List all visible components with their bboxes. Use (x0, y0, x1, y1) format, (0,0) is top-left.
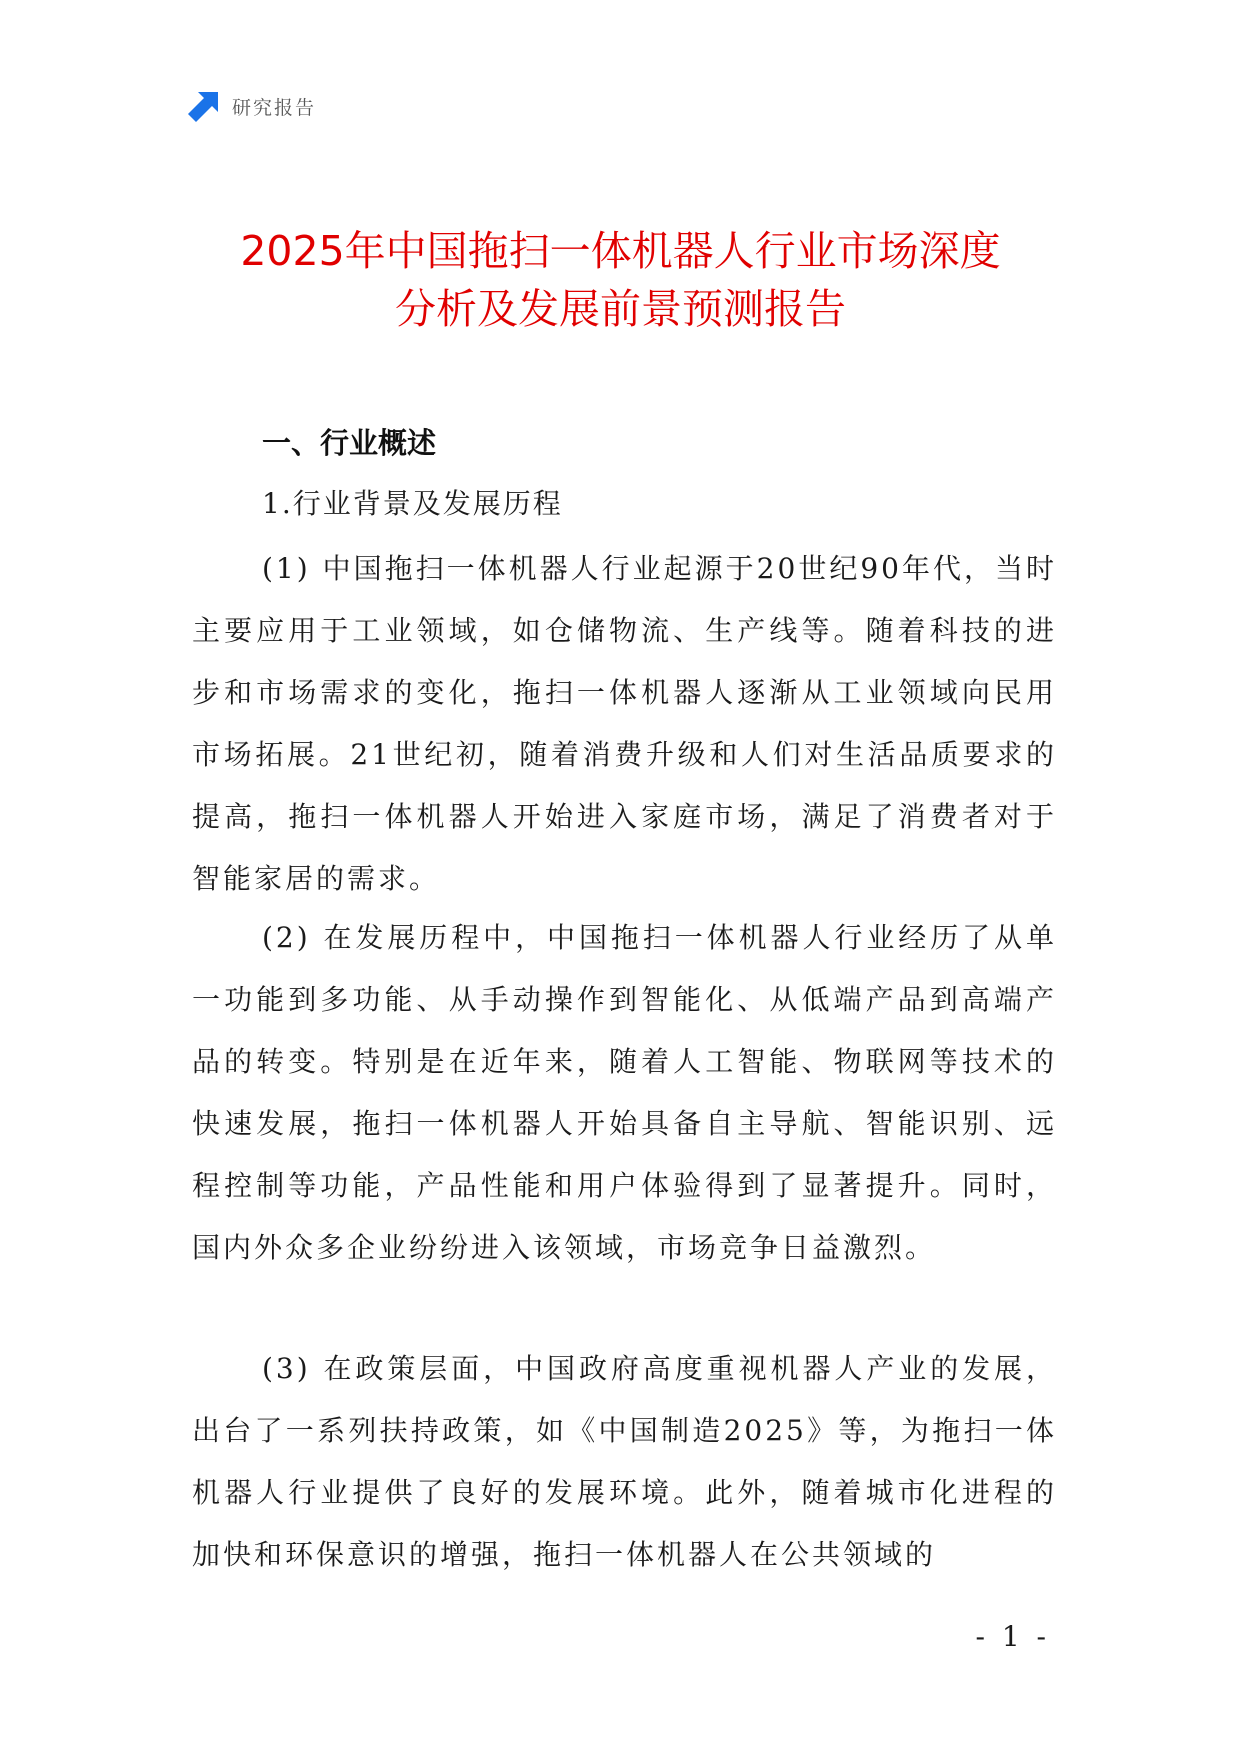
section-heading: 一、行业概述 (262, 426, 437, 460)
header-label: 研究报告 (232, 96, 317, 119)
body-paragraph-3 (192, 1338, 1057, 1586)
arrow-up-right-icon (188, 90, 220, 122)
report-title-line-1: 2025年中国拖扫一体机器人行业市场深度 (240, 227, 1001, 275)
report-title-line-2: 分析及发展前景预测报告 (395, 285, 846, 333)
paragraph-text: (1) 中国拖扫一体机器人行业起源于20世纪90年代，当时主要应用于工业领域，如仓储物流、生产线等。随着科技的进步和市场需求的变化，拖扫一体机器人逐渐从工业领域向民用市场拓展。21世纪初，随着消费升级和人们对生活品质要求的提高，拖扫一体机器人开始进入家庭市场，满足了消费者对于智能家居的需求。 (192, 552, 1057, 895)
body-paragraph-2 (192, 907, 1057, 1279)
paragraph-text: (3) 在政策层面，中国政府高度重视机器人产业的发展，出台了一系列扶持政策，如《中国制造2025》等，为拖扫一体机器人行业提供了良好的发展环境。此外，随着城市化进程的加快和环保意识的增强，拖扫一体机器人在公共领域的 (192, 1352, 1057, 1571)
page-number: - 1 - (975, 1620, 1050, 1653)
paragraph-text: (2) 在发展历程中，中国拖扫一体机器人行业经历了从单一功能到多功能、从手动操作到智能化、从低端产品到高端产品的转变。特别是在近年来，随着人工智能、物联网等技术的快速发展，拖扫一体机器人开始具备自主导航、智能识别、远程控制等功能，产品性能和用户体验得到了显著提升。同时，国内外众多企业纷纷进入该领域，市场竞争日益激烈。 (192, 921, 1057, 1264)
report-title (180, 222, 1061, 338)
report-header (188, 88, 316, 124)
subsection-heading: 1.行业背景及发展历程 (262, 487, 563, 520)
body-paragraph-1 (192, 538, 1057, 910)
